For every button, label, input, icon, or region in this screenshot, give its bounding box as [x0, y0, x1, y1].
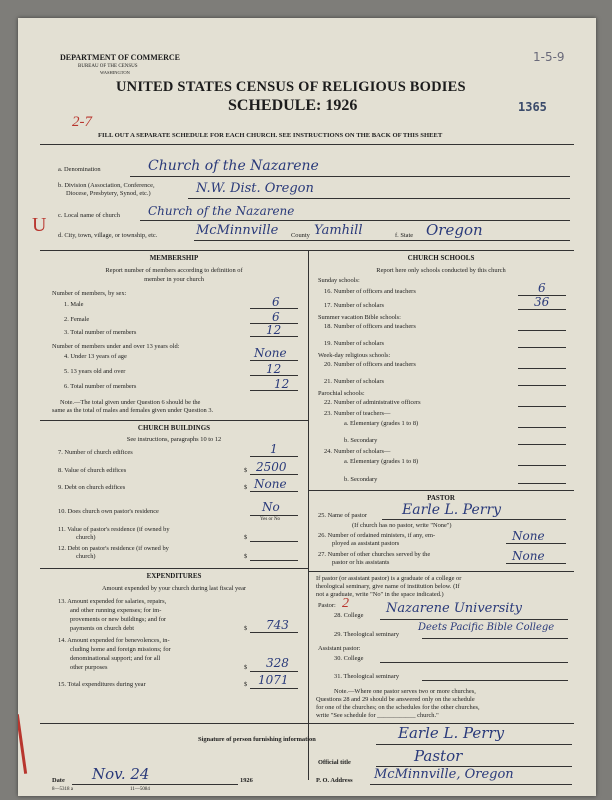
- instruction-line: FILL OUT A SEPARATE SCHEDULE FOR EACH CHURCH. SEE INSTRUCTIONS ON THE BACK OF THIS SHEET: [98, 132, 443, 139]
- pastor-note-2: Questions 28 and 29 should be answered only on the schedule: [316, 696, 475, 703]
- q18-line: [518, 330, 566, 331]
- q10-label: 10. Does church own pastor's residence: [58, 508, 159, 515]
- q27-label-1: 27. Number of other churches served by the: [318, 551, 431, 558]
- q2-label: 2. Female: [64, 316, 90, 323]
- q21-line: [518, 385, 566, 386]
- corner-date: 1-5-9: [533, 50, 565, 64]
- denomination-value: Church of the Nazarene: [148, 158, 319, 174]
- county-label: County: [291, 232, 310, 239]
- q27-value: None: [512, 549, 545, 563]
- q17-value: 36: [534, 295, 550, 309]
- q9-dollar: $: [244, 484, 248, 491]
- q11-label-1: 11. Value of pastor's residence (if owned by: [58, 526, 170, 533]
- college-note-3: not a graduate, write "No" in the space indicated.): [316, 591, 444, 598]
- q28-label: 28. College: [334, 612, 364, 619]
- buildings-instructions: See instructions, paragraphs 10 to 12: [126, 436, 222, 443]
- county-value: Yamhill: [314, 223, 363, 238]
- college-divider: [308, 571, 574, 572]
- q25-note: (If church has no pastor, write "None"): [352, 522, 452, 529]
- q11-line: [250, 541, 298, 542]
- q23a-label: a. Elementary (grades 1 to 8): [344, 420, 419, 427]
- q10-line: [250, 515, 298, 516]
- frame-top: [40, 250, 574, 251]
- expenditures-intro: Amount expended by your church during last fiscal year: [101, 585, 247, 592]
- city-line: [194, 240, 570, 241]
- denomination-line: [130, 176, 570, 177]
- division-value: N.W. Dist. Oregon: [196, 181, 314, 196]
- college-note-1: If pastor (or assistant pastor) is a graduate of a college or: [316, 575, 462, 582]
- summer-schools-label: Summer vacation Bible schools:: [318, 314, 401, 321]
- q23b-label: b. Secondary: [344, 437, 378, 444]
- q14-value: 328: [266, 656, 289, 670]
- q1-value: 6: [272, 295, 280, 309]
- q19-label: 19. Number of scholars: [324, 340, 384, 347]
- q14-line-2: cluding home and foreign missions; for: [70, 646, 171, 653]
- membership-heading: MEMBERSHIP: [149, 254, 199, 262]
- q9-value: None: [254, 477, 287, 491]
- margin-mark: U: [32, 214, 47, 236]
- q5-label: 5. 13 years old and over: [64, 368, 126, 375]
- q17-line: [518, 309, 566, 310]
- q17-label: 17. Number of scholars: [324, 302, 384, 309]
- red-margin-stroke: [18, 714, 27, 774]
- q28-line: [380, 619, 568, 620]
- q4-value: None: [254, 346, 287, 360]
- q9-label: 9. Debt on church edifices: [58, 484, 126, 491]
- divider: [40, 144, 574, 145]
- official-title-value: Pastor: [414, 747, 463, 765]
- q25-value: Earle L. Perry: [402, 502, 502, 518]
- q12-dollar: $: [244, 553, 248, 560]
- q24b-label: b. Secondary: [344, 476, 378, 483]
- column-divider: [308, 250, 309, 780]
- q13-value: 743: [266, 618, 289, 632]
- schools-heading: CHURCH SCHOOLS: [407, 254, 475, 262]
- form-title: UNITED STATES CENSUS OF RELIGIOUS BODIES: [116, 79, 466, 95]
- pastor-heading: PASTOR: [427, 494, 455, 502]
- stamp-number: 1365: [518, 100, 547, 114]
- q22-line: [518, 406, 566, 407]
- date-year: 1926: [240, 777, 253, 784]
- q12-label-1: 12. Debt on pastor's residence (if owned by: [58, 545, 169, 552]
- official-title-label: Official title: [318, 759, 351, 766]
- members-by-sex: Number of members, by sex:: [52, 290, 127, 297]
- college-note-2: theological seminary, give name of institution below. (If: [316, 583, 460, 590]
- q11-dollar: $: [244, 534, 248, 541]
- q30-line: [380, 662, 568, 663]
- signature-label: Signature of person furnishing information: [198, 736, 316, 743]
- q16-value: 6: [538, 281, 546, 295]
- q13-line-4: payments on church debt: [70, 625, 135, 632]
- q23b-line: [518, 444, 566, 445]
- schools-intro: Report here only schools conducted by this church: [376, 267, 506, 274]
- form-number: 8—5318 a: [52, 787, 73, 792]
- q12-line: [250, 560, 298, 561]
- q7-line: [250, 456, 298, 457]
- q22-label: 22. Number of administrative officers: [324, 399, 421, 406]
- buildings-heading: CHURCH BUILDINGS: [137, 424, 211, 432]
- q12-label-2: church): [76, 553, 96, 560]
- city-label: d. City, town, village, or township, etc.: [58, 232, 158, 239]
- q2-value: 6: [272, 310, 280, 324]
- q7-label: 7. Number of church edifices: [58, 449, 133, 456]
- q6-value: 12: [274, 377, 290, 391]
- q25-line: [382, 519, 566, 520]
- q23-label: 23. Number of teachers—: [324, 410, 391, 417]
- state-label: f. State: [395, 232, 414, 239]
- yes-no-hint: Yes or No: [260, 517, 281, 522]
- q25-label: 25. Name of pastor: [318, 512, 367, 519]
- local-name-value: Church of the Nazarene: [148, 204, 295, 218]
- q20-line: [518, 368, 566, 369]
- q26-value: None: [512, 529, 545, 543]
- signature-value: Earle L. Perry: [398, 724, 505, 742]
- pastor-note-1: Note.—Where one pastor serves two or more churches,: [334, 688, 476, 695]
- q14-line: [250, 671, 298, 672]
- q3-label: 3. Total number of members: [64, 329, 137, 336]
- q15-value: 1071: [258, 673, 289, 687]
- po-address-value: McMinnville, Oregon: [374, 767, 514, 782]
- q27-label-2: pastor or his assistants: [332, 559, 390, 566]
- q16-label: 16. Number of officers and teachers: [324, 288, 416, 295]
- expenditures-heading: EXPENDITURES: [146, 572, 202, 580]
- division-label-1: b. Division (Association, Conference,: [58, 182, 155, 189]
- denomination-label: a. Denomination: [58, 166, 101, 173]
- bureau-label: BUREAU OF THE CENSUS: [78, 64, 138, 69]
- q15-dollar: $: [244, 681, 248, 688]
- q24a-label: a. Elementary (grades 1 to 8): [344, 458, 419, 465]
- q7-value: 1: [270, 442, 278, 456]
- q29-label: 29. Theological seminary: [334, 631, 400, 638]
- q14-line-4: other purposes: [70, 664, 108, 671]
- members-by-age: Number of members under and over 13 years old:: [52, 343, 180, 350]
- census-schedule-page: [18, 18, 596, 796]
- date-label: Date: [52, 777, 65, 784]
- division-line: [188, 198, 570, 199]
- q4-label: 4. Under 13 years of age: [64, 353, 127, 360]
- red-mark: 2-7: [72, 114, 92, 130]
- q11-label-2: church): [76, 534, 96, 541]
- assistant-pastor-label: Assistant pastor:: [318, 645, 361, 652]
- q18-label: 18. Number of officers and teachers: [324, 323, 416, 330]
- q26-label-1: 26. Number of ordained ministers, if any, em-: [318, 532, 436, 539]
- q24b-line: [518, 483, 566, 484]
- q6-label: 6. Total number of members: [64, 383, 137, 390]
- weekday-schools-label: Week-day religious schools:: [318, 352, 391, 359]
- q21-label: 21. Number of scholars: [324, 378, 384, 385]
- q9-line: [250, 491, 298, 492]
- q24a-line: [518, 465, 566, 466]
- schedule-title: SCHEDULE: 1926: [228, 97, 358, 114]
- pastor-mark: 2: [342, 596, 349, 611]
- date-value: Nov. 24: [92, 765, 150, 783]
- sunday-schools-label: Sunday schools:: [318, 277, 360, 284]
- local-name-label: c. Local name of church: [58, 212, 120, 219]
- pastor-label: Pastor:: [318, 602, 336, 609]
- q5-value: 12: [266, 362, 282, 376]
- pastor-note-4: write "See schedule for ____________ church.": [316, 712, 439, 719]
- membership-intro-1: Report number of members according to definition of: [105, 267, 243, 274]
- membership-note-2: same as the total of males and females given under Question 3.: [52, 407, 214, 414]
- date-line: [72, 784, 238, 785]
- city-label: WASHINGTON: [100, 70, 130, 75]
- q23a-line: [518, 427, 566, 428]
- q20-label: 20. Number of officers and teachers: [324, 361, 416, 368]
- po-address-label: P. O. Address: [316, 777, 353, 784]
- q15-label: 15. Total expenditures during year: [58, 681, 146, 688]
- q13-line: [250, 632, 298, 633]
- q4-line: [250, 360, 298, 361]
- q13-dollar: $: [244, 625, 248, 632]
- local-name-line: [140, 220, 570, 221]
- q26-label-2: ployed as assistant pastors: [332, 540, 400, 547]
- division-label-2: Diocese, Presbytery, Synod, etc.): [66, 190, 151, 197]
- q13-line-3: provements or new buildings; and for: [70, 616, 167, 623]
- q8-dollar: $: [244, 467, 248, 474]
- pastor-note-3: for one of the churches; on the schedules for the other churches,: [316, 704, 480, 711]
- q27-line: [506, 563, 566, 564]
- q8-line: [250, 474, 298, 475]
- pastor-divider: [308, 490, 574, 491]
- q24-label: 24. Number of scholars—: [324, 448, 391, 455]
- signature-line: [376, 744, 572, 745]
- po-address-line: [370, 784, 572, 785]
- q19-line: [518, 347, 566, 348]
- q26-line: [506, 543, 566, 544]
- q1-label: 1. Male: [64, 301, 84, 308]
- q29-line: [422, 638, 568, 639]
- department-label: DEPARTMENT OF COMMERCE: [60, 53, 181, 62]
- membership-note-1: Note.—The total given under Question 6 should be the: [60, 399, 201, 406]
- buildings-divider: [40, 420, 308, 421]
- q15-line: [250, 688, 298, 689]
- q29-value: Deets Pacific Bible College: [418, 622, 555, 633]
- q14-dollar: $: [244, 664, 248, 671]
- q31-line: [422, 680, 568, 681]
- membership-intro-2: member in your church: [144, 276, 204, 283]
- city-value: McMinnville: [196, 223, 279, 238]
- parochial-schools-label: Parochial schools:: [318, 390, 365, 397]
- q8-value: 2500: [256, 460, 287, 474]
- q28-value: Nazarene University: [386, 601, 522, 616]
- state-value: Oregon: [426, 221, 483, 239]
- q3-value: 12: [266, 323, 282, 337]
- q8-label: 8. Value of church edifices: [58, 467, 127, 474]
- q13-line-1: 13. Amount expended for salaries, repairs,: [58, 598, 167, 605]
- expenditures-divider: [40, 568, 308, 569]
- q30-label: 30. College: [334, 655, 364, 662]
- q14-line-1: 14. Amount expended for benevolences, in-: [58, 637, 170, 644]
- print-number: 11—5084: [130, 787, 150, 792]
- q31-label: 31. Theological seminary: [334, 673, 400, 680]
- q13-line-2: and other running expenses; for im-: [70, 607, 162, 614]
- q14-line-3: denominational support; and for all: [70, 655, 161, 662]
- q10-value: No: [262, 500, 280, 514]
